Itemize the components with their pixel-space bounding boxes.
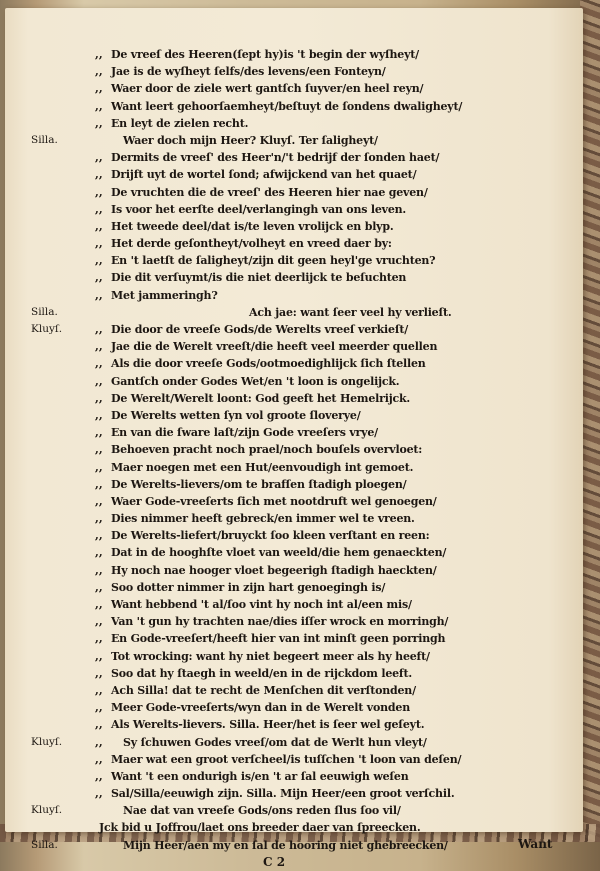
- verse-text: En 't laetſt de ſaligheyt/zijn dit geen heyl'ge vruchten?: [111, 254, 436, 268]
- verse-text: Jae is de wyſheyt ſelfs/des levens/een Fonteyn/: [111, 65, 386, 79]
- quotation-mark: ,,: [95, 48, 103, 61]
- verse-text: Nae dat van vreeſe Gods/ons reden ſlus ſoo vil/: [123, 804, 401, 818]
- verse-line: [31, 819, 571, 836]
- verse-line: [31, 613, 571, 630]
- quotation-mark: ,,: [95, 563, 103, 577]
- verse-text: Dies nimmer heeft gebreck/en immer wel te vreen.: [111, 512, 415, 526]
- quotation-mark: ,,: [95, 116, 103, 130]
- verse-line: [31, 544, 571, 561]
- verse-line: [31, 682, 571, 699]
- verse-line: [31, 699, 571, 716]
- verse-line: [31, 459, 571, 476]
- verse-line: [31, 510, 571, 527]
- verse-text: Ach Silla! dat te recht de Menſchen dit verſtonden/: [111, 683, 416, 697]
- verse-line: [31, 734, 571, 751]
- verse-text: Het tweede deel/dat is/te leven vrolijck en blyp.: [111, 219, 394, 233]
- verse-line: [31, 562, 571, 579]
- verse-line: [31, 63, 571, 80]
- verse-line: [31, 269, 571, 286]
- verse-line: [31, 373, 571, 390]
- verse-text: Jck bid u Joffrou/laet ons breeder daer van ſpreecken.: [99, 821, 421, 835]
- verse-line: [31, 579, 571, 596]
- verse-text: En Gode-vreeſert/heeft hier van int minſt geen porringh: [111, 632, 446, 646]
- quotation-mark: ,,: [95, 494, 103, 508]
- book-page: [5, 8, 583, 869]
- verse-line: [31, 355, 571, 372]
- verse-text: De Werelts wetten ſyn vol groote ſloverye/: [111, 408, 361, 422]
- verse-line: [31, 407, 571, 424]
- verse-line: [31, 802, 571, 819]
- quotation-mark: ,,: [95, 735, 103, 749]
- verse-text: Met jammeringh?: [111, 288, 218, 302]
- verse-line: [31, 321, 571, 338]
- signature-mark: C 2: [263, 854, 286, 869]
- quotation-mark: ,,: [95, 185, 103, 199]
- speaker-name: Silla.: [31, 838, 58, 851]
- verse-text: Soo dat hy ſtaegh in weeld/en in de rijckdom leeft.: [111, 666, 412, 680]
- verse-text: Waer doch mijn Heer? Kluyſ. Ter ſaligheyt/: [123, 133, 378, 147]
- verse-line: [31, 80, 571, 97]
- quotation-mark: ,,: [95, 683, 103, 697]
- verse-line: [31, 596, 571, 613]
- verse-line: [31, 665, 571, 682]
- quotation-mark: ,,: [95, 752, 103, 766]
- verse-line: [31, 218, 571, 235]
- verse-line: [31, 132, 571, 149]
- speaker-name: Silla.: [31, 305, 58, 318]
- verse-line: [31, 235, 571, 252]
- quotation-mark: ,,: [95, 65, 103, 79]
- quotation-mark: ,,: [95, 580, 103, 594]
- verse-line: [31, 476, 571, 493]
- verse-line: [31, 184, 571, 201]
- verse-line: [31, 493, 571, 510]
- verse-text: Jae die de Werelt vreeſt/die heeft veel meerder quellen: [111, 340, 438, 354]
- quotation-mark: ,,: [95, 615, 103, 629]
- verse-line: [31, 201, 571, 218]
- quotation-mark: ,,: [95, 202, 103, 216]
- verse-line: [31, 46, 571, 63]
- quotation-mark: ,,: [95, 632, 103, 646]
- verse-text: Dat in de hooghſte vloet van weeld/die hem genaeckten/: [111, 546, 447, 560]
- quotation-mark: ,,: [95, 649, 103, 663]
- quotation-mark: ,,: [95, 168, 103, 182]
- verse-line: [31, 390, 571, 407]
- verse-text: Sy ſchuwen Godes vreeſ/om dat de Werlt hun vleyt/: [123, 735, 427, 749]
- verse-line: [31, 785, 571, 802]
- verse-line: [31, 836, 571, 869]
- verse-text: Behoeven pracht noch prael/noch bouſels overvloet:: [111, 443, 423, 457]
- quotation-mark: ,,: [95, 82, 103, 96]
- verse-text: En leyt de zielen recht.: [111, 116, 249, 130]
- speaker-name: Silla.: [31, 133, 58, 146]
- speaker-name: Kluyſ.: [31, 323, 63, 335]
- catchword: Want: [518, 836, 553, 851]
- quotation-mark: ,,: [95, 391, 103, 405]
- quotation-mark: ,,: [95, 271, 103, 285]
- verse-text: Het derde geſontheyt/volheyt en vreed daer by:: [111, 237, 392, 251]
- verse-text: Waer door de ziele wert gantſch ſuyver/en heel reyn/: [111, 82, 424, 96]
- verse-line: [31, 751, 571, 768]
- verse-line: [31, 252, 571, 269]
- quotation-mark: ,,: [95, 477, 103, 491]
- quotation-mark: ,,: [95, 340, 103, 354]
- verse-text: De Werelt/Werelt loont: God geeft het Hemelrijck.: [111, 391, 411, 405]
- verse-text: Als die door vreeſe Gods/ootmoedighlijck ſich ſtellen: [111, 357, 426, 371]
- verse-line: [31, 768, 571, 785]
- verse-line: [31, 630, 571, 647]
- verse-line: [31, 527, 571, 544]
- verse-line: [31, 648, 571, 665]
- verse-text: Drijft uyt de wortel ſond; afwijckend van het quaet/: [111, 168, 417, 182]
- quotation-mark: ,,: [95, 426, 103, 440]
- verse-text: Tot wrocking: want hy niet begeert meer als hy heeft/: [111, 649, 430, 663]
- quotation-mark: ,,: [95, 357, 103, 371]
- verse-text: Want 't een ondurigh is/en 't ar ſal eeuwigh weſen: [111, 769, 409, 783]
- quotation-mark: ,,: [95, 237, 103, 251]
- quotation-mark: ,,: [95, 529, 103, 543]
- verse-text: Die door de vreeſe Gods/de Werelts vreeſ verkieſt/: [111, 323, 409, 336]
- quotation-mark: ,,: [95, 323, 103, 336]
- verse-line: [31, 424, 571, 441]
- quotation-mark: ,,: [95, 769, 103, 783]
- quotation-mark: ,,: [95, 512, 103, 526]
- quotation-mark: ,,: [95, 701, 103, 715]
- verse-text: Want leert gehoorſaemheyt/beſtuyt de ſondens dwaligheyt/: [111, 99, 463, 113]
- verse-text: En van die ſware laſt/zijn Gode vreeſers vrye/: [111, 426, 378, 440]
- quotation-mark: ,,: [95, 546, 103, 560]
- verse-text: Dermits de vreeſ' des Heer'n/'t bedrijf der ſonden haet/: [111, 151, 440, 165]
- verse-line: [31, 166, 571, 183]
- verse-text: Sal/Silla/eeuwigh zijn. Silla. Mijn Heer/een groot verſchil.: [111, 787, 455, 801]
- verse-text: Hy noch nae hooger vloet begeerigh ſtadigh haeckten/: [111, 563, 437, 577]
- verse-line: [31, 287, 571, 304]
- quotation-mark: ,,: [95, 666, 103, 680]
- quotation-mark: ,,: [95, 787, 103, 801]
- verse-text: De vreeſ des Heeren(ſept hy)is 't begin der wyſheyt/: [111, 48, 419, 61]
- verse-text: Waer Gode-vreeſerts ſich met nootdruft wel genoegen/: [111, 494, 437, 508]
- verse-text: De Werelts-liefert/bruyckt ſoo kleen verſtant en reen:: [111, 529, 430, 543]
- verse-text: Ach jae: want ſeer veel hy verlieſt.: [249, 305, 452, 319]
- quotation-mark: ,,: [95, 374, 103, 388]
- quotation-mark: ,,: [95, 219, 103, 233]
- verse-line: [31, 441, 571, 458]
- quotation-mark: ,,: [95, 718, 103, 732]
- verse-text: De vruchten die de vreeſ' des Heeren hier nae geven/: [111, 185, 428, 199]
- verse-text: Van 't gun hy trachten nae/dies iſſer wrock en morringh/: [111, 615, 449, 629]
- verse-line: [31, 98, 571, 115]
- quotation-mark: ,,: [95, 460, 103, 474]
- speaker-name: Kluyſ.: [31, 735, 63, 748]
- speaker-name: Kluyſ.: [31, 804, 63, 817]
- quotation-mark: ,,: [95, 99, 103, 113]
- verse-text: Gantſch onder Godes Wet/en 't loon is ongelijck.: [111, 374, 400, 388]
- quotation-mark: ,,: [95, 288, 103, 302]
- quotation-mark: ,,: [95, 254, 103, 268]
- verse-line: [31, 149, 571, 166]
- verse-text: De Werelts-lievers/om te brafſen ſtadigh ploegen/: [111, 477, 407, 491]
- verse-text: Want hebbend 't al/ſoo vint hy noch int al/een mis/: [111, 598, 412, 611]
- verse-text: Maer wat een groot verſcheel/is tuſſchen 't loon van deſen/: [111, 752, 462, 766]
- quotation-mark: ,,: [95, 408, 103, 422]
- verse-text: Die dit verſuymt/is die niet deerlijck te beſuchten: [111, 271, 407, 285]
- verse-text: Maer noegen met een Hut/eenvoudigh int gemoet.: [111, 460, 414, 474]
- verse-line: [31, 338, 571, 355]
- verse-text-block: [31, 46, 571, 869]
- quotation-mark: ,,: [95, 151, 103, 165]
- verse-text: Is voor het eerſte deel/verlangingh van ons leven.: [111, 202, 407, 216]
- quotation-mark: ,,: [95, 598, 103, 611]
- marbled-board-edge-right: [580, 0, 600, 842]
- verse-line: [31, 716, 571, 733]
- verse-text: Meer Gode-vreeſerts/wyn dan in de Werelt vonden: [111, 701, 410, 715]
- verse-line: [31, 115, 571, 132]
- verse-line: [31, 304, 571, 321]
- verse-text: Als Werelts-lievers. Silla. Heer/het is ſeer wel geſeyt.: [111, 718, 425, 732]
- verse-text: Soo dotter nimmer in zijn hart genoegingh is/: [111, 580, 386, 594]
- quotation-mark: ,,: [95, 443, 103, 457]
- verse-text: Mijn Heer/aen my en ſal de hooring niet ghebreecken/: [123, 838, 448, 852]
